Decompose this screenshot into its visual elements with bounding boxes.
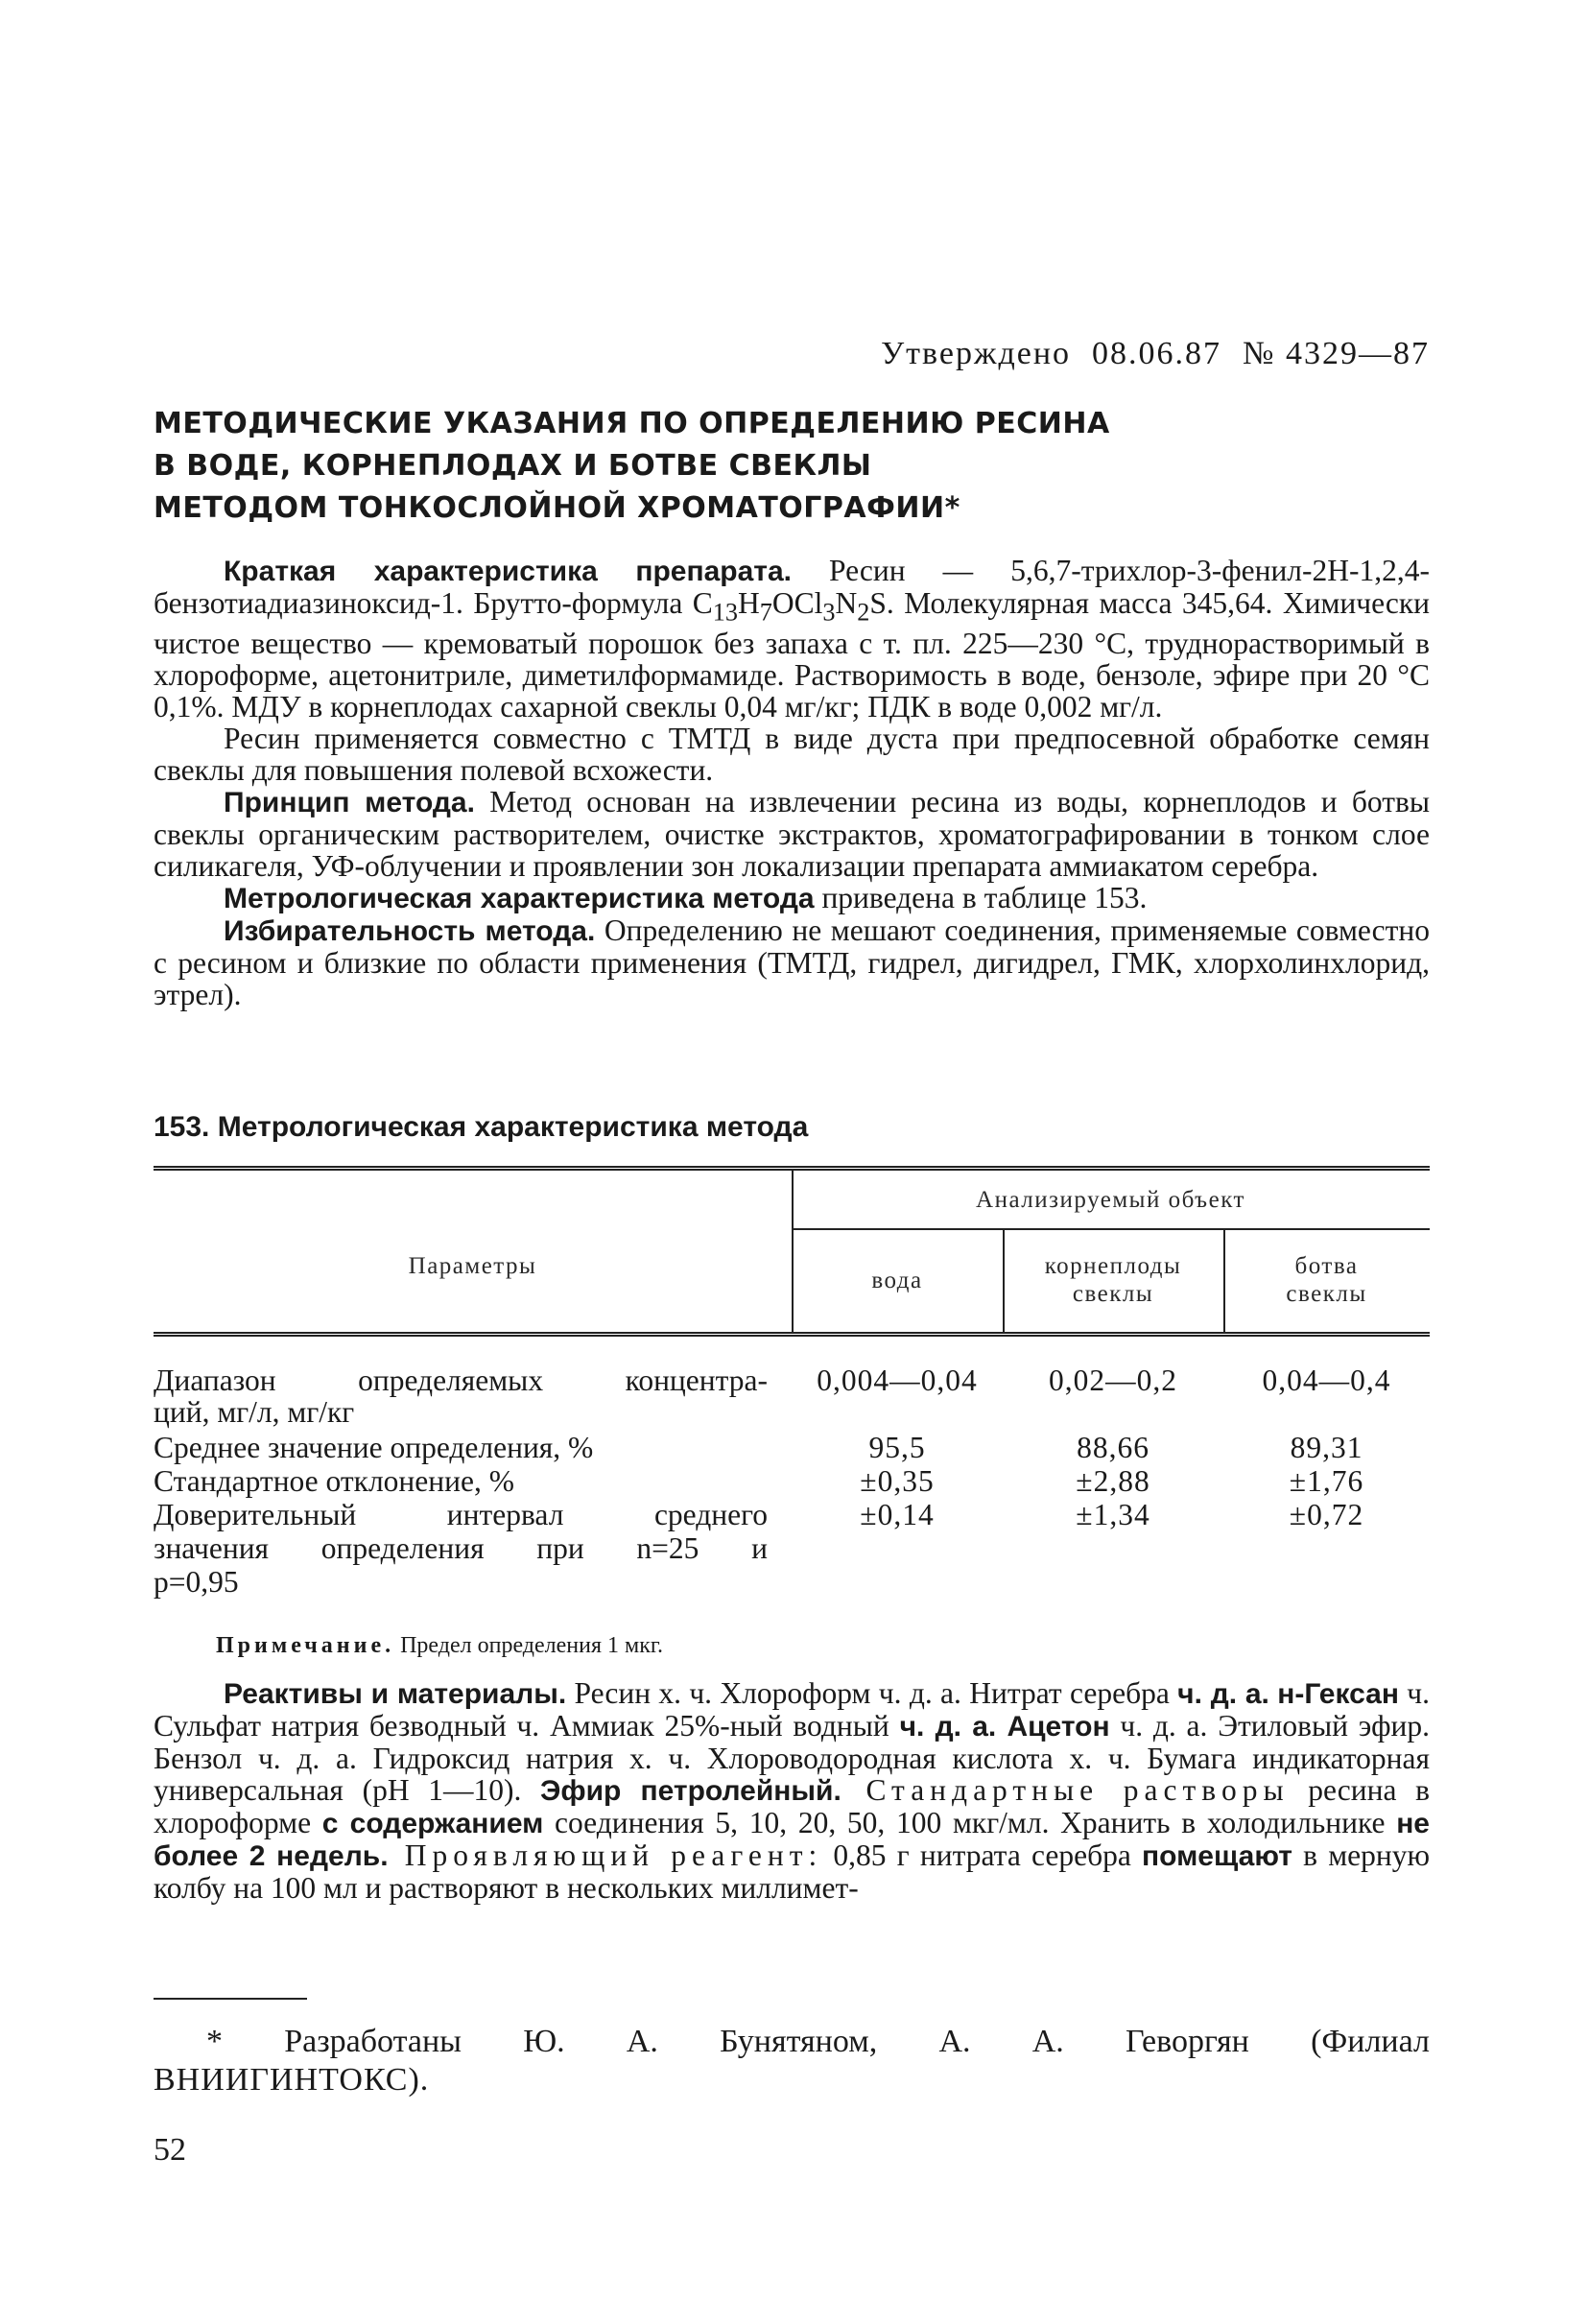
footnote-rule [154, 1998, 307, 2000]
bold-text: Эфир петролейный. [540, 1775, 841, 1807]
value-water: 0,004—0,04 [817, 1364, 978, 1397]
approval-line [860, 336, 1430, 372]
table-caption: 153. Метрологическая характеристика метода [154, 1111, 809, 1143]
param-name: p=0,95 [154, 1565, 239, 1599]
header-tops [1223, 1252, 1430, 1308]
note-text: Предел определения 1 мкг. [394, 1633, 663, 1658]
bold-text: н-Гексан [1277, 1678, 1399, 1710]
title-line: МЕТОДИЧЕСКИЕ УКАЗАНИЯ ПО ОПРЕДЕЛЕНИЮ РЕСИНА [154, 407, 1110, 440]
formula-part: H [738, 586, 760, 620]
paragraph-text: Молекулярная масса 345,64. Химически чистое вещество — кремоватый порошок без запаха с т. пл. 225—230 °С, труднорастворимый в хлороформе, ацетонитриле, диметилформамиде. Растворимость в воде, бензоле, эфире при 20 °С 0,1%. МДУ в корнеплодах сахарной свеклы 0,04 мг/кг; ПДК в воде 0,002 мг/л. [154, 586, 1430, 724]
paragraph-selectivity [154, 914, 1430, 1010]
header-roots [1003, 1252, 1223, 1308]
value-water: 95,5 [868, 1431, 926, 1464]
paragraph-brief [154, 555, 1430, 723]
table-subheader-rule [792, 1228, 1430, 1230]
footnote [154, 2023, 1430, 2099]
paragraph-text: ч. д. а. Этиловый эфир. Бензол ч. д. а. Гидроксид натрия х. ч. Хлороводородная кислота х. ч. Бумага индикаторная универсальная (рН 1—10). [154, 1709, 1430, 1807]
header-water: вода [871, 1268, 923, 1293]
param-name: ций, мг/л, мг/кг [154, 1395, 355, 1429]
paragraph-text: Метод основан на извлечении ресина из воды, корнеплодов и ботвы свеклы органическим растворителем, очистке экстрактов, хроматографировании в тонком слое силикагеля, УФ-облучении и проявлении зон локализации препарата аммиакатом серебра. [154, 785, 1430, 884]
formula-part: S. [869, 586, 894, 620]
header-tops-line: ботва [1294, 1253, 1359, 1279]
paragraph-text: ресина в хлороформе [154, 1773, 1430, 1839]
param-name: Диапазон определяемых концентра- [154, 1364, 768, 1397]
document-title [154, 403, 1286, 530]
formula-part: OCl [771, 586, 823, 620]
bold-text: помещают [1142, 1840, 1292, 1872]
title-line: МЕТОДОМ ТОНКОСЛОЙНОЙ ХРОМАТОГРАФИИ* [154, 491, 960, 525]
value-roots: 88,66 [1077, 1431, 1150, 1464]
spaced-text: Стандартные растворы [841, 1773, 1290, 1807]
bold-text: не более 2 недель. [154, 1808, 1430, 1872]
value-tops: 89,31 [1290, 1431, 1363, 1464]
paragraph-text: Определению не мешают соединения, применяемые совместно с ресином и близкие по области применения (ТМТД, гидрел, дигидрел, ГМК, хлорхолинхлорид, этрел). [154, 913, 1431, 1012]
bold-text: с содержанием [321, 1808, 544, 1839]
title-line: В ВОДЕ, КОРНЕПЛОДАХ И БОТВЕ СВЕКЛЫ [154, 449, 872, 483]
paragraph-usage: Ресин применяется совместно с ТМТД в виде дуста при предпосевной обработке семян свеклы для повышения полевой всхожести. [154, 722, 1430, 788]
note-label: Примечание. [216, 1633, 395, 1658]
param-name: значения определения при n=25 и [154, 1531, 768, 1565]
bold-text: ч. д. а. Ацетон [899, 1711, 1110, 1743]
section-heading: Реактивы и материалы. [224, 1678, 567, 1710]
param-name: Среднее значение определения, % [154, 1431, 594, 1464]
paragraph-principle [154, 786, 1430, 882]
body-text [154, 555, 1430, 1010]
formula-subscript: 2 [857, 598, 870, 627]
approved-label: Утверждено [881, 336, 1072, 371]
value-roots: 0,02—0,2 [1049, 1364, 1177, 1397]
formula-subscript: 13 [712, 598, 739, 627]
formula-subscript: 3 [822, 598, 836, 627]
value-roots: ±2,88 [1076, 1464, 1150, 1498]
param-name: Доверительный интервал среднего [154, 1498, 768, 1531]
footnote-line: * Разработаны Ю. А. Бунятяном, А. А. Геворгян (Филиал [206, 2024, 1430, 2059]
document-number: № 4329—87 [1243, 336, 1430, 371]
page-number: 52 [154, 2132, 186, 2168]
section-heading: Метрологическая характеристика метода [224, 883, 815, 915]
value-roots: ±1,34 [1076, 1498, 1150, 1531]
formula-part: N [835, 586, 858, 620]
paragraph-metrology [154, 882, 1430, 914]
table-header-rule [154, 1332, 1430, 1334]
header-tops-line: свеклы [1286, 1281, 1367, 1307]
table-top-rule [154, 1166, 1430, 1168]
paragraph-text: 0,85 г нитрата серебра [822, 1838, 1143, 1872]
header-parameters: Параметры [408, 1253, 537, 1279]
value-tops: ±1,76 [1289, 1464, 1364, 1498]
paragraph-text: соединения 5, 10, 20, 50, 100 мкг/мл. Хранить в холодильнике [543, 1806, 1397, 1839]
approved-date: 08.06.87 [1092, 336, 1222, 371]
header-roots-line: свеклы [1072, 1281, 1154, 1307]
footnote-line: ВНИИГИНТОКС). [154, 2062, 430, 2098]
paragraph-text: Ресин — 5,6,7-трихлор-3-фенил-2Н-1,2,4-бензотиадиазиноксид-1. Брутто-формула C [154, 554, 1430, 620]
value-water: ±0,35 [860, 1464, 935, 1498]
paragraph-reagents [154, 1677, 1430, 1904]
paragraph-text: ч. Сульфат натрия безводный ч. Аммиак 25%-ный водный [154, 1676, 1431, 1743]
value-tops: 0,04—0,4 [1262, 1364, 1391, 1397]
value-water: ±0,14 [860, 1498, 935, 1531]
formula-subscript: 7 [759, 598, 772, 627]
bold-text: ч. д. а. [1177, 1678, 1269, 1710]
table-header-rule-double [154, 1335, 1430, 1337]
section-heading: Избирательность метода. [224, 915, 596, 948]
reagents-section [154, 1677, 1430, 1904]
header-analyzed-object: Анализируемый объект [976, 1187, 1245, 1213]
section-heading: Краткая характеристика препарата. [224, 556, 792, 587]
paragraph-text: приведена в таблице 153. [814, 881, 1148, 915]
section-heading: Принцип метода. [224, 787, 475, 819]
spaced-text: Проявляющий реагент: [388, 1838, 823, 1872]
paragraph-text [1269, 1676, 1277, 1710]
paragraph-text: в мерную колбу на 100 мл и растворяют в нескольких миллимет- [154, 1838, 1430, 1905]
param-name: Стандартное отклонение, % [154, 1464, 514, 1498]
value-tops: ±0,72 [1289, 1498, 1364, 1531]
paragraph-text: Ресин х. ч. Хлороформ ч. д. а. Нитрат серебра [566, 1676, 1178, 1710]
header-roots-line: корнеплоды [1044, 1253, 1182, 1279]
table-note [216, 1633, 663, 1659]
